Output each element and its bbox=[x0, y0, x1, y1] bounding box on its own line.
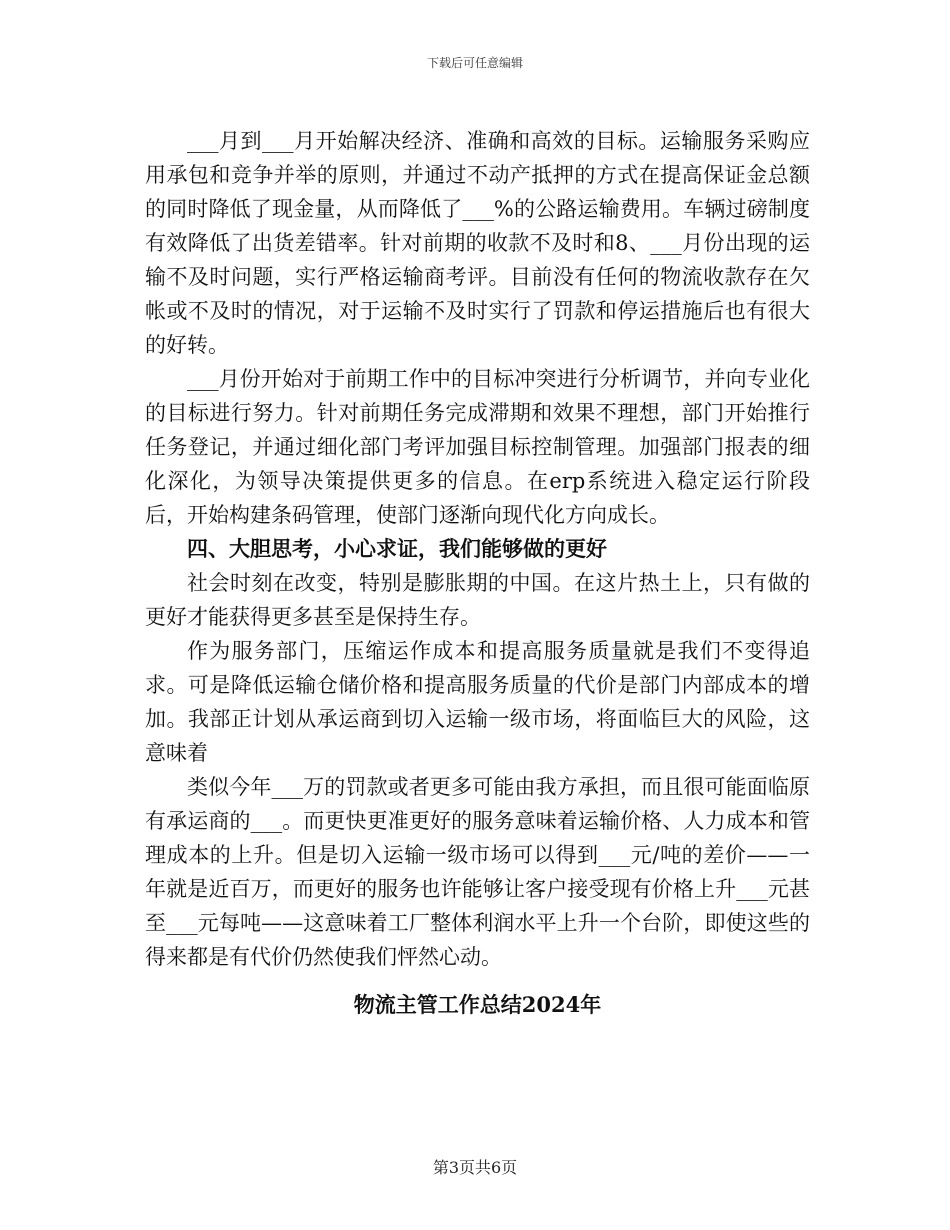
page-number: 第3页共6页 bbox=[432, 1158, 518, 1177]
section-heading: 四、大胆思考，小心求证，我们能够做的更好 bbox=[187, 536, 607, 561]
paragraph-5: 类似今年___万的罚款或者更多可能由我方承担，而且很可能面临原有承运商的___。而更快更准更好的服务意味着运输价格、人力成本和管理成本的上升。但是切入运输一级市场可以得到___元/吨的差价——一年就是近百万，而更好的服务也许能够让客户接受现有价格上升___元甚至___元每吨——这意味着工厂整体利润水平上升一个台阶，即使这些的得来都是有代价仍然使我们怦然心动。 bbox=[145, 775, 810, 969]
document-title: 物流主管工作总结2024年 bbox=[353, 992, 602, 1017]
paragraph-4: 作为服务部门，压缩运作成本和提高服务质量就是我们不变得追求。可是降低运输仓储价格和提高服务质量的代价是部门内部成本的增加。我部正计划从承运商到切入运输一级市场，将面临巨大的风险，这意味着 bbox=[145, 639, 810, 765]
document-body bbox=[145, 124, 810, 1022]
paragraph-1: ___月到___月开始解决经济、准确和高效的目标。运输服务采购应用承包和竞争并举的原则，并通过不动产抵押的方式在提高保证金总额的同时降低了现金量，从而降低了___%的公路运输费用。车辆过磅制度有效降低了出货差错率。针对前期的收款不及时和8、___月份出现的运输不及时问题，实行严格运输商考评。目前没有任何的物流收款存在欠帐或不及时的情况，对于运输不及时实行了罚款和停运措施后也有很大的好转。 bbox=[145, 129, 810, 357]
paragraph-2: ___月份开始对于前期工作中的目标冲突进行分析调节，并向专业化的目标进行努力。针对前期任务完成滞期和效果不理想，部门开始推行任务登记，并通过细化部门考评加强目标控制管理。加强部门报表的细化深化，为领导决策提供更多的信息。在erp系统进入稳定运行阶段后，开始构建条码管理，使部门逐渐向现代化方向成长。 bbox=[145, 367, 810, 527]
paragraph-3: 社会时刻在改变，特别是膨胀期的中国。在这片热土上，只有做的更好才能获得更多甚至是保持生存。 bbox=[145, 571, 810, 629]
page-header-note: 下载后可任意编辑 bbox=[426, 56, 523, 70]
